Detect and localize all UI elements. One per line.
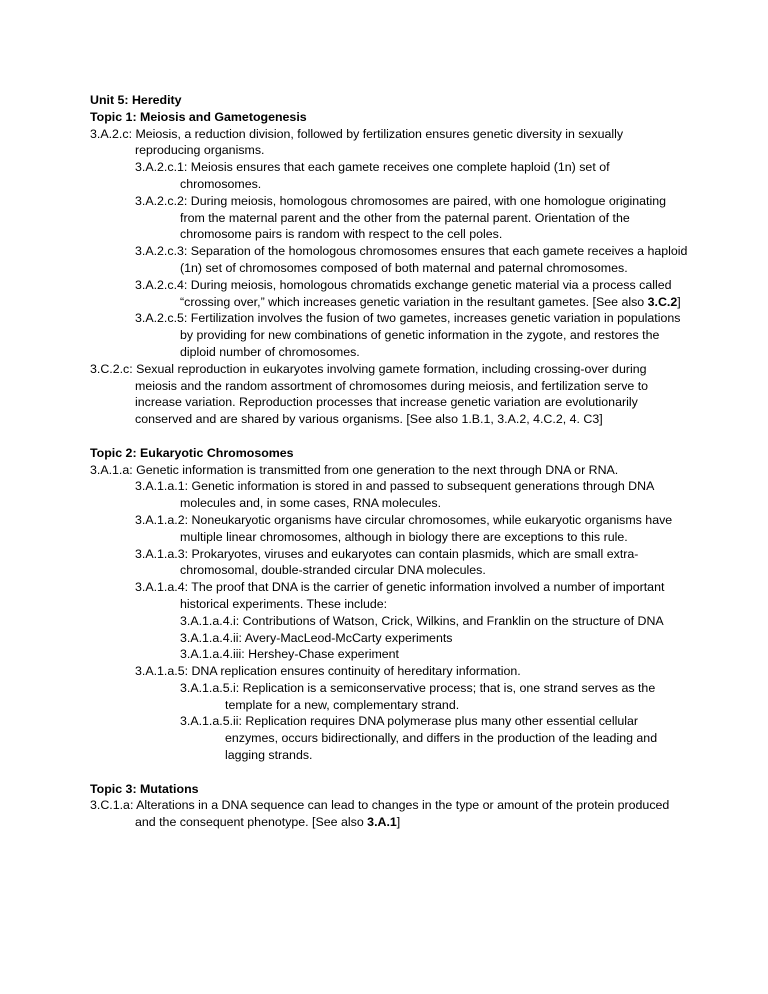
topic-title: Topic 2: Eukaryotic Chromosomes (90, 445, 294, 460)
standard-item: 3.A.1.a.2: Noneukaryotic organisms have circular chromosomes, while eukaryotic organisms have multiple linear chromosomes, although in biology there are exceptions to this rule. (135, 512, 673, 544)
item-text-end: ] (396, 815, 401, 830)
standard-item: 3.A.2.c.3: Separation of the homologous chromosomes ensures that each gamete receives a haploid (1n) set of chromosomes composed of both maternal and paternal chromosomes. (135, 244, 688, 275)
cross-reference: 3.A.1 (367, 815, 397, 830)
standard-item: 3.A.1.a.1: Genetic information is stored in and passed to subsequent generations through DNA molecules and, in some cases, RNA molecules. (135, 479, 654, 511)
standard-item (135, 277, 690, 311)
item-text-end: ] (677, 294, 681, 309)
topic-title: Topic 3: Mutations (90, 781, 199, 796)
standard-item: 3.A.1.a.5: DNA replication ensures continuity of hereditary information. (135, 664, 521, 679)
unit-title: Unit 5: Heredity (90, 93, 182, 107)
standard-item: 3.A.2.c.2: During meiosis, homologous chromosomes are paired, with one homologue originating from the maternal parent and the other from the paternal parent. Orientation of the chromosome pairs is random with respect to the cell poles. (135, 193, 667, 242)
topic-title: Topic 1: Meiosis and Gametogenesis (90, 109, 307, 124)
document-body (90, 92, 690, 831)
standard-item: 3.A.2.c.5: Fertilization involves the fusion of two gametes, increases genetic variation in populations by providing for new combinations of genetic information in the zygote, and restores the diploid number of chromosomes. (135, 311, 681, 359)
standard-item: 3.A.1.a.5.ii: Replication requires DNA polymerase plus many other essential cellular enzymes, occurs bidirectionally, and differs in the production of the leading and lagging strands. (180, 714, 658, 763)
cross-reference: 3.C.2 (647, 294, 678, 309)
standard-item: 3.A.1.a: Genetic information is transmitted from one generation to the next through DNA or RNA. (90, 462, 619, 477)
standard-item: 3.A.2.c: Meiosis, a reduction division, followed by fertilization ensures genetic diversity in sexually reproducing organisms. (90, 126, 624, 158)
standard-item: 3.A.1.a.5.i: Replication is a semiconservative process; that is, one strand serves as the template for a new, complementary strand. (180, 680, 656, 712)
standard-item: 3.C.2.c: Sexual reproduction in eukaryotes involving gamete formation, including crossing-over during meiosis and the random assortment of chromosomes during meiosis, and fertilization serve to increase variation. Reproduction processes that increase genetic variation are evolutionarily conserved and are shared by various organisms. [See also 1.B.1, 3.A.2, 4.C.2, 4. C3] (90, 361, 649, 427)
standard-item: 3.A.2.c.1: Meiosis ensures that each gamete receives one complete haploid (1n) set of chromosomes. (135, 160, 610, 191)
standard-item: 3.A.1.a.3: Prokaryotes, viruses and eukaryotes can contain plasmids, which are small extra-chromosomal, double-stranded circular DNA molecules. (135, 546, 639, 578)
standard-item (90, 797, 690, 831)
standard-item: 3.A.1.a.4.iii: Hershey-Chase experiment (180, 647, 400, 662)
standard-item: 3.A.1.a.4.ii: Avery-MacLeod-McCarty experiments (180, 630, 453, 645)
spacer (90, 764, 690, 781)
item-text: 3.C.1.a: Alterations in a DNA sequence can lead to changes in the type or amount of the protein produced and the consequent phenotype. [See also (90, 798, 670, 830)
spacer (90, 428, 690, 445)
standard-item: 3.A.1.a.4: The proof that DNA is the carrier of genetic information involved a number of important historical experiments. These include: (135, 580, 665, 611)
item-text: 3.A.2.c.4: During meiosis, homologous chromatids exchange genetic material via a process called “crossing over,” which increases genetic variation in the resultant gametes. [See also (135, 277, 672, 309)
standard-item: 3.A.1.a.4.i: Contributions of Watson, Crick, Wilkins, and Franklin on the structure of DNA (180, 613, 664, 628)
